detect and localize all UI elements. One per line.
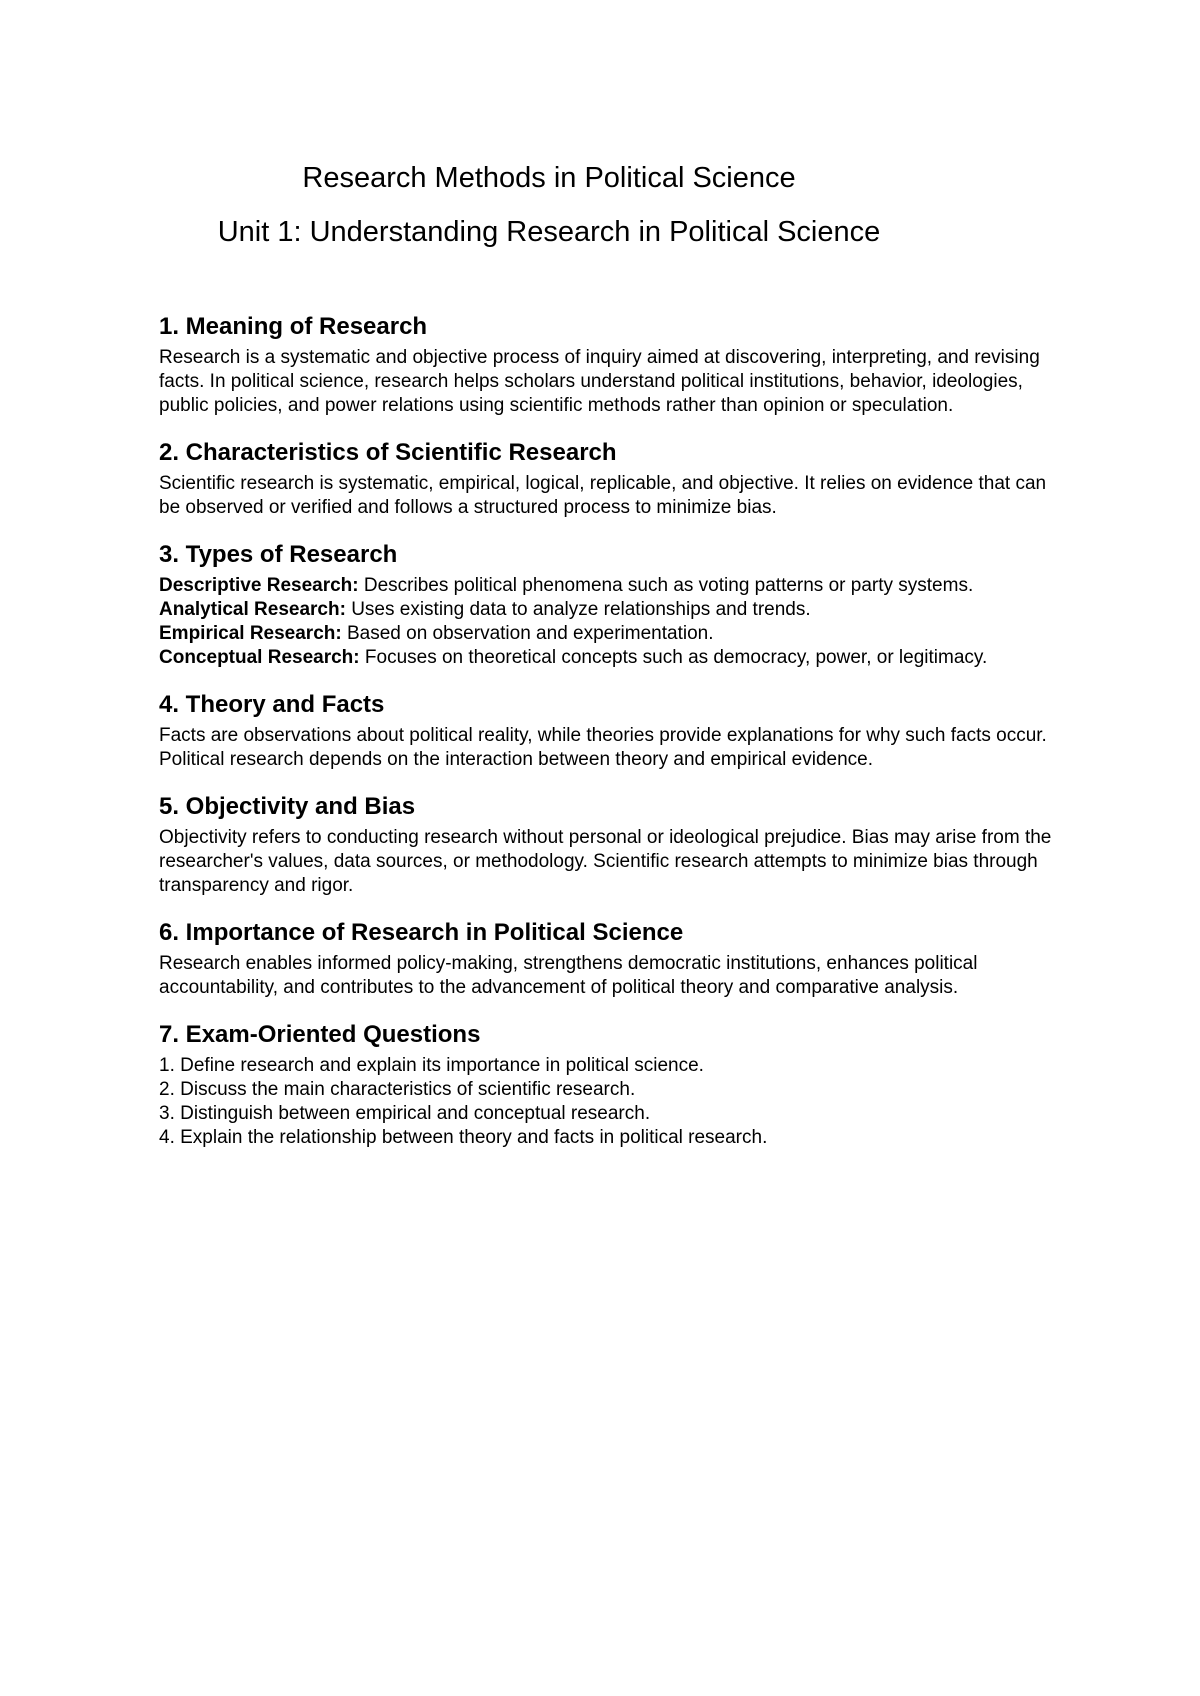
- research-type-text: Describes political phenomena such as voting patterns or party systems.: [358, 575, 974, 596]
- document-title: Research Methods in Political Science: [302, 162, 796, 194]
- research-type-item: [159, 598, 1059, 622]
- section-heading: 2. Characteristics of Scientific Research: [159, 439, 617, 466]
- research-type-text: Uses existing data to analyze relationships and trends.: [345, 599, 811, 620]
- exam-question: 2. Discuss the main characteristics of scientific research.: [159, 1079, 636, 1100]
- research-type-term: Analytical Research:: [159, 599, 346, 620]
- exam-question: 1. Define research and explain its importance in political science.: [159, 1055, 704, 1076]
- section-heading: 4. Theory and Facts: [159, 691, 385, 718]
- section-exam-questions: [159, 1020, 1059, 1150]
- section-theory-and-facts: [159, 690, 1059, 772]
- section-heading: 1. Meaning of Research: [159, 313, 428, 340]
- section-objectivity-and-bias: [159, 792, 1059, 898]
- section-body: Scientific research is systematic, empirical, logical, replicable, and objective. It relies on evidence that can be observed or verified and follows a structured process to minimize bias.: [159, 473, 1047, 518]
- research-type-term: Conceptual Research:: [159, 647, 360, 668]
- research-type-term: Empirical Research:: [159, 623, 342, 644]
- exam-question: 3. Distinguish between empirical and conceptual research.: [159, 1103, 651, 1124]
- research-type-item: [159, 646, 1059, 670]
- research-type-text: Based on observation and experimentation.: [341, 623, 714, 644]
- section-types-of-research: [159, 540, 1059, 670]
- research-type-item: [159, 622, 1059, 646]
- section-heading: 5. Objectivity and Bias: [159, 793, 416, 820]
- section-importance-of-research: [159, 918, 1059, 1000]
- document-subtitle: Unit 1: Understanding Research in Political Science: [217, 216, 881, 248]
- section-heading: 3. Types of Research: [159, 541, 398, 568]
- section-characteristics: [159, 438, 1059, 520]
- document-content: [159, 312, 1059, 1170]
- research-type-text: Focuses on theoretical concepts such as democracy, power, or legitimacy.: [359, 647, 988, 668]
- section-body: Research enables informed policy-making, strengthens democratic institutions, enhances political accountability, and contributes to the advancement of political theory and comparative analysis.: [159, 953, 978, 998]
- document-page: [159, 0, 1059, 1696]
- section-body: Objectivity refers to conducting research without personal or ideological prejudice. Bias may arise from the researcher's values, data sources, or methodology. Scientific research attempts to minimize bias through transparency and rigor.: [159, 827, 1052, 896]
- exam-question: 4. Explain the relationship between theory and facts in political research.: [159, 1127, 768, 1148]
- section-meaning-of-research: [159, 312, 1059, 418]
- research-type-item: [159, 574, 1059, 598]
- section-body: Research is a systematic and objective process of inquiry aimed at discovering, interpreting, and revising facts. In political science, research helps scholars understand political institutions, behavior, ideologies, public policies, and power relations using scientific methods rather than opinion or speculation.: [159, 347, 1040, 416]
- section-heading: 7. Exam-Oriented Questions: [159, 1021, 481, 1048]
- research-type-term: Descriptive Research:: [159, 575, 359, 596]
- section-body: Facts are observations about political reality, while theories provide explanations for why such facts occur. Political research depends on the interaction between theory and empirical evidence.: [159, 725, 1047, 770]
- section-heading: 6. Importance of Research in Political Science: [159, 919, 684, 946]
